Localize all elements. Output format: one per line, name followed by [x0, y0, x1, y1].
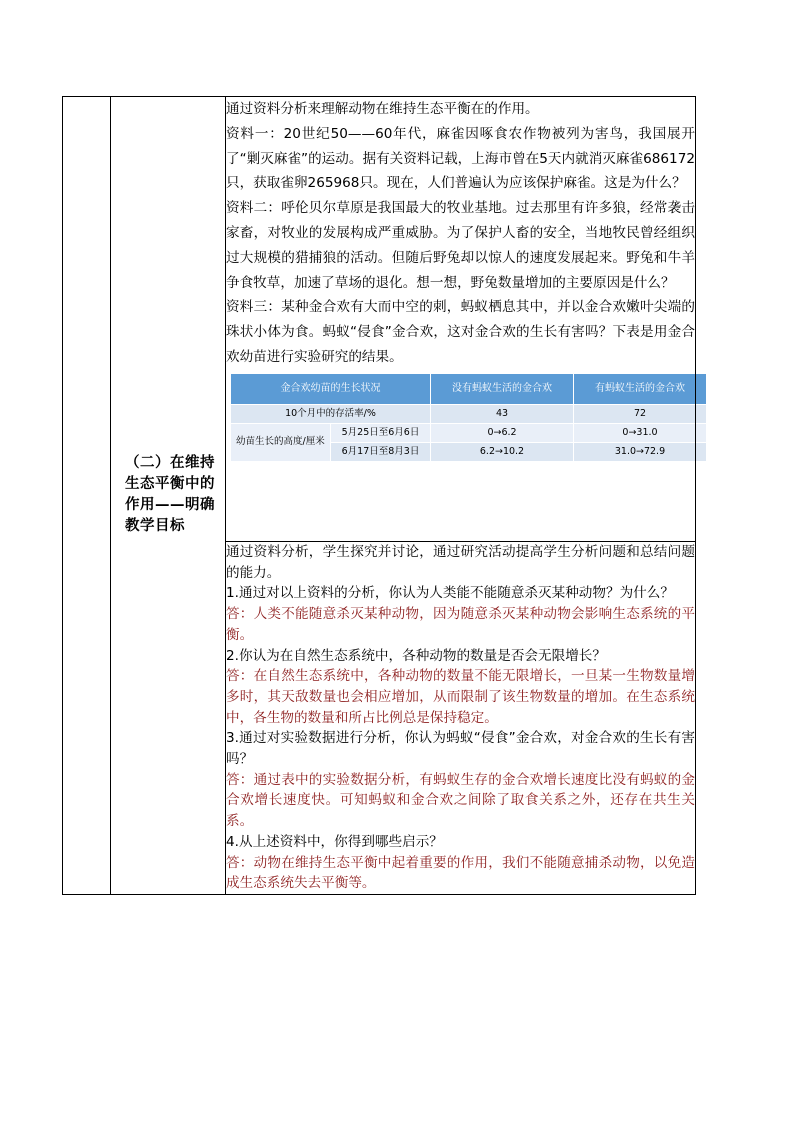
material-2: 资料二：呼伦贝尔草原是我国最大的牧业基地。过去那里有许多狼，经常袭击家畜，对牧业的发展构成严重威胁。为了保护人畜的安全，当地牧民曾经组织过大规模的猎捕狼的活动。但随后野兔却以惊人的速度发展起来。野兔和牛羊争食牧草，加速了草场的退化。想一想，野兔数量增加的主要原因是什么？ — [226, 200, 695, 291]
section-label: （二）在维持生态平衡中的作用——明确教学目标 — [111, 97, 226, 895]
question-4: 4.从上述资料中，你得到哪些启示？ — [226, 833, 443, 850]
discussion-intro: 通过资料分析，学生探究并讨论，通过研究活动提高学生分析问题和总结问题的能力。 — [226, 544, 695, 581]
material-3: 资料三：某种金合欢有大而中空的刺，蚂蚁栖息其中，并以金合欢嫩叶尖端的珠状小体为食。蚂蚁“侵食”金合欢，这对金合欢的生长有害吗？下表是用金合欢幼苗进行实验研究的结果。 — [226, 299, 695, 365]
answer-3: 答：通过表中的实验数据分析，有蚂蚁生存的金合欢增长速度比没有蚂蚁的金合欢增长速度快。可知蚂蚁和金合欢之间除了取食关系之外，还存在共生关系。 — [226, 771, 695, 830]
material-1: 资料一：20世纪50——60年代，麻雀因啄食农作物被列为害鸟，我国展开了“剿灭麻雀”的运动。据有关资料记载，上海市曾在5天内就消灭麻雀686172只，获取雀卵265968只。现在，人们普遍认为应该保护麻雀。这是为什么？ — [226, 125, 695, 192]
table-cell: 43 — [431, 404, 574, 423]
table-cell: 31.0→72.9 — [574, 442, 707, 461]
table-cell: 10个月中的存活率/% — [231, 404, 431, 423]
table-cell: 0→6.2 — [431, 423, 574, 442]
table-cell: 5月25日至6月6日 — [331, 423, 431, 442]
lesson-table — [62, 96, 696, 895]
table-header: 有蚂蚁生活的金合欢 — [574, 373, 707, 404]
question-2: 2.你认为在自然生态系统中，各种动物的数量是否会无限增长？ — [226, 647, 606, 664]
table-header-row — [231, 373, 707, 404]
question-1: 1.通过对以上资料的分析，你认为人类能不能随意杀灭某种动物？为什么？ — [226, 585, 674, 602]
materials-cell — [226, 97, 696, 542]
materials-intro: 通过资料分析来理解动物在维持生态平衡在的作用。 — [226, 101, 539, 117]
discussion-cell — [226, 542, 696, 895]
question-3: 3.通过对实验数据进行分析，你认为蚂蚁“侵食”金合欢，对金合欢的生长有害吗？ — [226, 730, 695, 768]
answer-2: 答：在自然生态系统中，各种动物的数量不能无限增长，一旦某一生物数量增多时，其天敌数量也会相应增加，从而限制了该生物数量的增加。在生态系统中，各生物的数量和所占比例总是保持稳定。 — [226, 668, 695, 726]
table-row — [231, 423, 707, 442]
table-header: 没有蚂蚁生活的金合欢 — [431, 373, 574, 404]
table-cell: 72 — [574, 404, 707, 423]
table-cell: 0→31.0 — [574, 423, 707, 442]
table-cell: 6月17日至8月3日 — [331, 442, 431, 461]
answer-1: 答：人类不能随意杀灭某种动物，因为随意杀灭某种动物会影响生态系统的平衡。 — [226, 606, 695, 643]
table-header: 金合欢幼苗的生长状况 — [231, 373, 431, 404]
table-cell: 幼苗生长的高度/厘米 — [231, 423, 331, 461]
acacia-data-table — [230, 373, 707, 462]
table-row — [231, 404, 707, 423]
empty-cell — [63, 97, 111, 895]
table-cell: 6.2→10.2 — [431, 442, 574, 461]
answer-4: 答：动物在维持生态平衡中起着重要的作用，我们不能随意捕杀动物，以免造成生态系统失去平衡等。 — [226, 854, 695, 892]
